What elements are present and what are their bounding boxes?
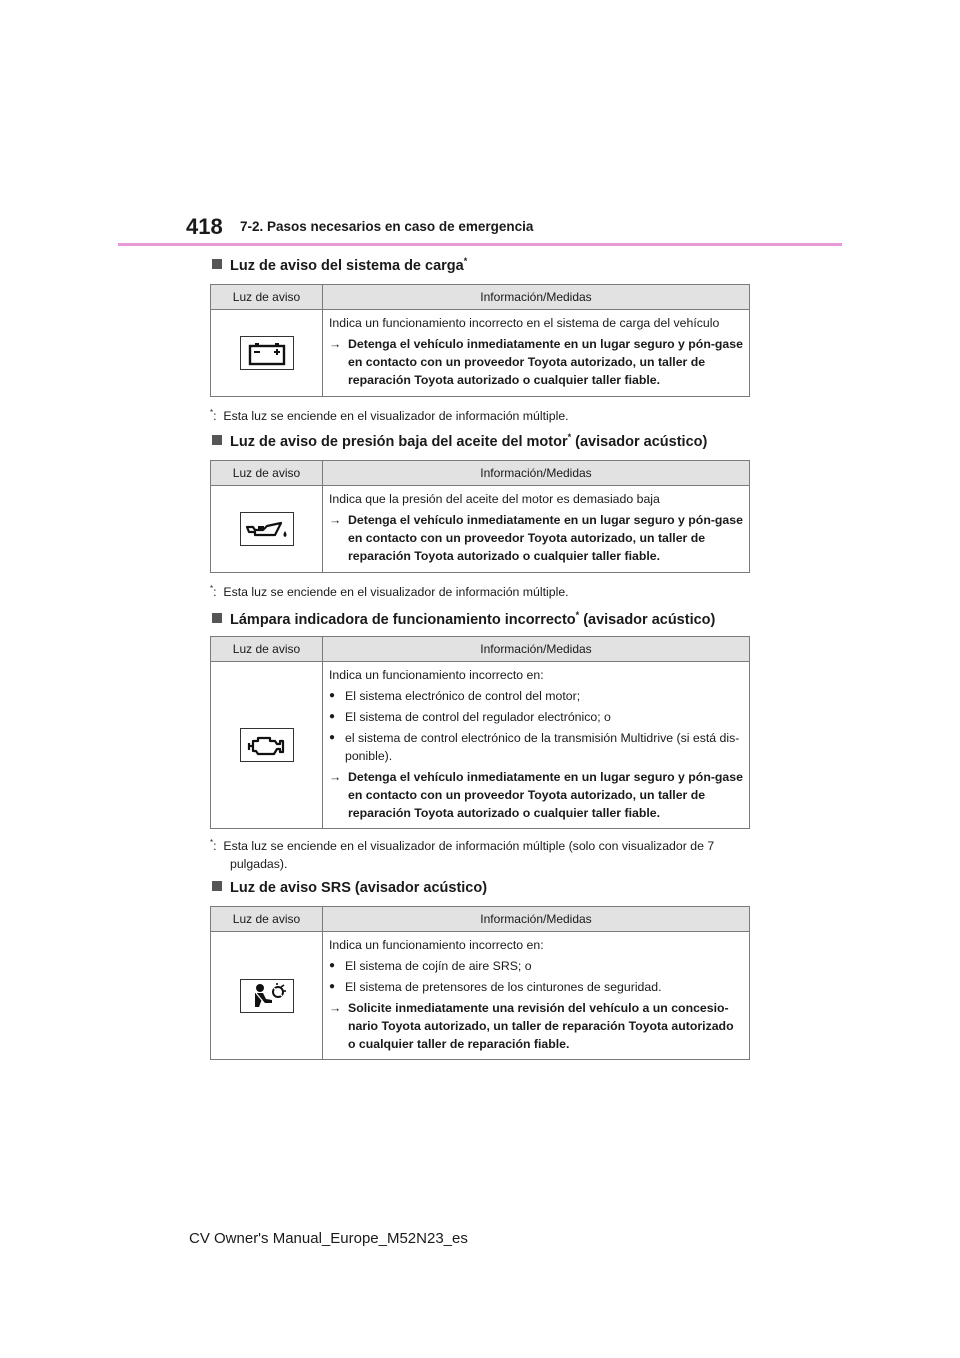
- warning-table-oil-pressure: [210, 460, 750, 573]
- battery-icon: [240, 336, 294, 370]
- bullet-item: ● El sistema electrónico de control del motor;: [329, 687, 743, 705]
- warning-table-srs: [210, 906, 750, 1060]
- footnote-charging: *: Esta luz se enciende en el visualizador de información múltiple.: [210, 408, 569, 424]
- warning-table-malfunction: [210, 636, 750, 829]
- column-header-info: Información/Medidas: [323, 637, 750, 662]
- info-intro: Indica un funcionamiento incorrecto en:: [329, 668, 544, 682]
- section-square-icon: [212, 613, 222, 623]
- engine-icon: [240, 728, 294, 762]
- section-square-icon: [212, 435, 222, 445]
- action-text: → Detenga el vehículo inmediatamente en un lugar seguro y pón-gase en contacto con un proveedor Toyota autorizado, un taller de reparación Toyota autorizado o cualquier taller fiable.: [329, 337, 743, 387]
- info-intro: Indica que la presión del aceite del motor es demasiado baja: [329, 492, 660, 506]
- bullet-item: ● el sistema de control electrónico de la transmisión Multidrive (si está dis-ponible).: [329, 729, 743, 765]
- column-header-light: Luz de aviso: [211, 907, 323, 932]
- bullet-item: ● El sistema de cojín de aire SRS; o: [329, 957, 743, 975]
- column-header-info: Información/Medidas: [323, 285, 750, 310]
- chapter-title: 7-2. Pasos necesarios en caso de emergencia: [240, 219, 534, 234]
- action-text: → Detenga el vehículo inmediatamente en un lugar seguro y pón-gase en contacto con un proveedor Toyota autorizado, un taller de reparación Toyota autorizado o cualquier taller fiable.: [329, 513, 743, 563]
- oil-can-icon: [240, 512, 294, 546]
- column-header-light: Luz de aviso: [211, 285, 323, 310]
- header-rule: [118, 243, 842, 246]
- page-number: 418: [186, 214, 223, 239]
- column-header-light: Luz de aviso: [211, 637, 323, 662]
- section-title-srs: Luz de aviso SRS (avisador acústico): [212, 880, 487, 896]
- footnote-oil-pressure: *: Esta luz se enciende en el visualizador de información múltiple.: [210, 584, 569, 600]
- action-text: → Solicite inmediatamente una revisión del vehículo a un concesio-nario Toyota autorizado, un taller de reparación Toyota autorizado o cualquier taller de reparación fiable.: [329, 1001, 734, 1051]
- footer-manual-id: CV Owner's Manual_Europe_M52N23_es: [189, 1230, 468, 1247]
- section-title-malfunction: Lámpara indicadora de funcionamiento incorrecto* (avisador acústico): [212, 610, 715, 628]
- section-title-charging: Luz de aviso del sistema de carga*: [212, 256, 467, 274]
- airbag-icon: [240, 979, 294, 1013]
- action-text: → Detenga el vehículo inmediatamente en un lugar seguro y pón-gase en contacto con un proveedor Toyota autorizado, un taller de reparación Toyota autorizado o cualquier taller fiable.: [329, 770, 743, 820]
- footnote-malfunction: *: Esta luz se enciende en el visualizador de información múltiple (solo con visualizador de 7 pulgadas).: [210, 838, 715, 872]
- info-intro: Indica un funcionamiento incorrecto en:: [329, 938, 544, 952]
- bullet-item: ● El sistema de control del regulador electrónico; o: [329, 708, 743, 726]
- warning-table-charging: [210, 284, 750, 397]
- column-header-light: Luz de aviso: [211, 461, 323, 486]
- section-title-oil-pressure: Luz de aviso de presión baja del aceite del motor* (avisador acústico): [212, 432, 707, 450]
- section-square-icon: [212, 881, 222, 891]
- section-square-icon: [212, 259, 222, 269]
- bullet-item: ● El sistema de pretensores de los cinturones de seguridad.: [329, 978, 743, 996]
- info-intro: Indica un funcionamiento incorrecto en el sistema de carga del vehículo: [329, 316, 720, 330]
- column-header-info: Información/Medidas: [323, 461, 750, 486]
- column-header-info: Información/Medidas: [323, 907, 750, 932]
